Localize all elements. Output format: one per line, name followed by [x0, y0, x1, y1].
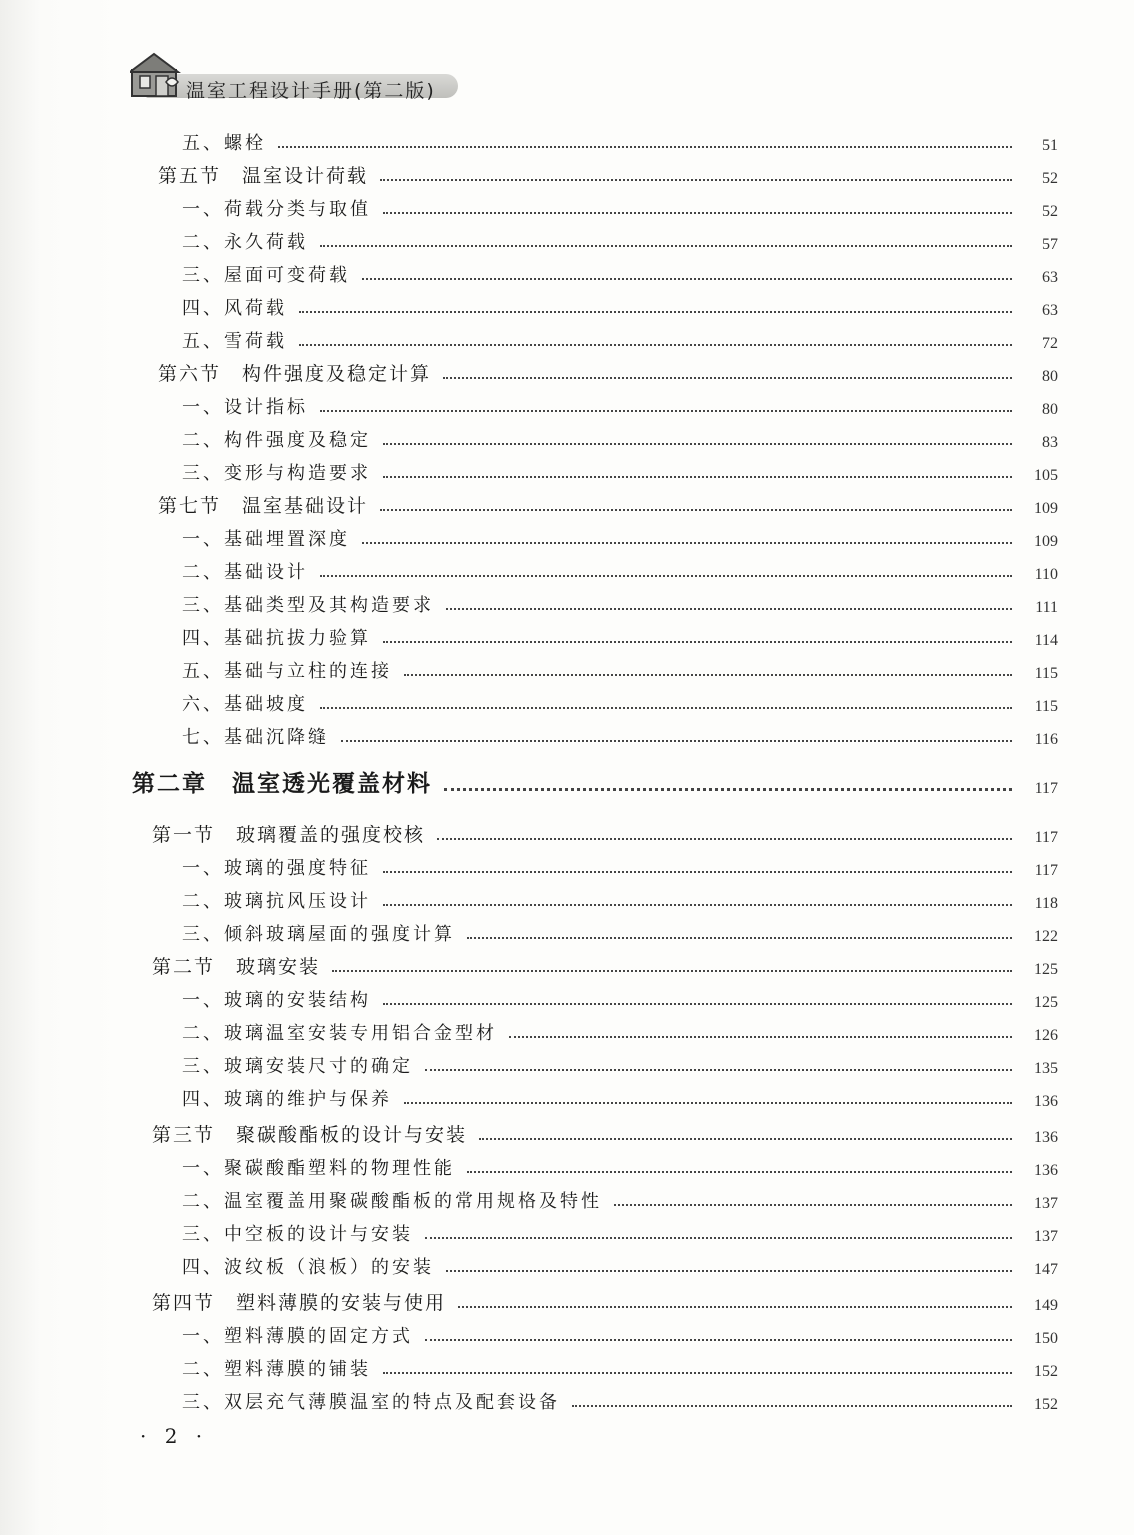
toc-entry	[182, 1351, 1058, 1381]
toc-entry	[152, 1285, 1058, 1315]
dot-leader	[383, 443, 1012, 445]
toc-entry	[182, 1384, 1058, 1414]
dot-leader	[446, 1270, 1012, 1272]
dot-leader	[383, 871, 1012, 873]
toc-entry-title: 第四节 塑料薄膜的安装与使用	[152, 1292, 447, 1314]
toc-entry-page: 51	[1042, 137, 1058, 154]
dot-leader	[383, 476, 1012, 478]
toc-entry-page: 117	[1034, 780, 1058, 797]
dot-leader	[332, 970, 1012, 972]
dot-leader	[425, 1069, 1012, 1071]
toc-entry-page: 136	[1034, 1162, 1058, 1179]
dot-leader	[380, 179, 1012, 181]
toc-entry	[182, 1216, 1058, 1246]
book-title: 温室工程设计手册(第二版)	[186, 80, 436, 102]
toc-entry-page: 63	[1042, 269, 1058, 286]
toc-entry-title: 第五节 温室设计荷载	[158, 165, 369, 187]
toc-entry	[152, 949, 1058, 979]
toc-entry	[182, 191, 1058, 221]
dot-leader	[437, 838, 1012, 840]
toc-entry	[158, 488, 1058, 518]
dot-leader	[383, 1372, 1012, 1374]
toc-entry-page: 150	[1034, 1330, 1058, 1347]
toc-entry-title: 第七节 温室基础设计	[158, 495, 369, 517]
toc-entry	[158, 158, 1058, 188]
toc-entry-page: 152	[1034, 1363, 1058, 1380]
toc-entry-page: 137	[1034, 1228, 1058, 1245]
toc-entry-title: 第二节 玻璃安装	[152, 956, 321, 978]
toc-entry-page: 52	[1042, 203, 1058, 220]
toc-entry-page: 109	[1034, 533, 1058, 550]
toc-entry	[182, 455, 1058, 485]
toc-entry	[182, 620, 1058, 650]
page-number: · 2 ·	[140, 1424, 209, 1448]
toc-entry-page: 115	[1034, 698, 1058, 715]
toc-entry-title: 第三节 聚碳酸酯板的设计与安装	[152, 1124, 468, 1146]
toc-entry-title: 二、温室覆盖用聚碳酸酯板的常用规格及特性	[182, 1191, 602, 1212]
toc-entry	[182, 521, 1058, 551]
toc-entry-page: 116	[1034, 731, 1058, 748]
toc-entry-page: 126	[1034, 1027, 1058, 1044]
toc-entry-title: 七、基础沉降缝	[182, 727, 329, 748]
toc-entry-page: 118	[1034, 895, 1058, 912]
toc-entry-title: 二、构件强度及稳定	[182, 430, 371, 451]
toc-entry-page: 114	[1034, 632, 1058, 649]
toc-entry	[182, 389, 1058, 419]
toc-entry-page: 136	[1034, 1093, 1058, 1110]
toc-entry-page: 122	[1034, 928, 1058, 945]
toc-entry-page: 80	[1042, 401, 1058, 418]
toc-entry	[182, 916, 1058, 946]
toc-entry	[182, 587, 1058, 617]
dot-leader	[320, 245, 1012, 247]
toc-entry-page: 63	[1042, 302, 1058, 319]
dot-leader	[380, 509, 1012, 511]
toc-entry-title: 三、双层充气薄膜温室的特点及配套设备	[182, 1392, 560, 1413]
dot-leader	[299, 344, 1012, 346]
toc-entry-title: 三、变形与构造要求	[182, 463, 371, 484]
dot-leader	[383, 1003, 1012, 1005]
dot-leader	[425, 1237, 1012, 1239]
toc-entry-title: 一、基础埋置深度	[182, 529, 350, 550]
toc-entry-page: 111	[1035, 599, 1058, 616]
toc-entry-title: 三、屋面可变荷载	[182, 265, 350, 286]
dot-leader	[362, 542, 1012, 544]
toc-entry-page: 147	[1034, 1261, 1058, 1278]
toc-entry-page: 152	[1034, 1396, 1058, 1413]
toc-entry-title: 五、螺栓	[182, 133, 266, 154]
toc-entry-title: 第二章 温室透光覆盖材料	[132, 771, 432, 797]
toc-entry	[152, 1117, 1058, 1147]
toc-entry-page: 115	[1034, 665, 1058, 682]
dot-leader	[467, 1171, 1012, 1173]
toc-entry-title: 四、波纹板（浪板）的安装	[182, 1257, 434, 1278]
toc-entry-title: 五、雪荷载	[182, 331, 287, 352]
toc-entry-title: 第六节 构件强度及稳定计算	[158, 363, 432, 385]
dot-leader	[458, 1306, 1012, 1308]
toc-entry-title: 三、中空板的设计与安装	[182, 1224, 413, 1245]
toc-entry	[152, 817, 1058, 847]
toc-entry	[182, 125, 1058, 155]
dot-leader	[341, 740, 1012, 742]
dot-leader	[467, 937, 1012, 939]
dot-leader	[383, 641, 1012, 643]
dot-leader	[383, 904, 1012, 906]
toc-entry-page: 117	[1034, 862, 1058, 879]
toc-entry-title: 二、玻璃温室安装专用铝合金型材	[182, 1023, 497, 1044]
toc-entry-title: 五、基础与立柱的连接	[182, 661, 392, 682]
dot-leader	[404, 1102, 1012, 1104]
toc-entry-page: 57	[1042, 236, 1058, 253]
toc-entry	[182, 1183, 1058, 1213]
toc-entry	[182, 1081, 1058, 1111]
dot-leader	[362, 278, 1012, 280]
toc-entry	[158, 356, 1058, 386]
toc-entry	[182, 1015, 1058, 1045]
toc-entry-title: 四、基础抗拔力验算	[182, 628, 371, 649]
toc-entry-title: 一、玻璃的安装结构	[182, 990, 371, 1011]
toc-entry-title: 二、塑料薄膜的铺装	[182, 1359, 371, 1380]
dot-leader	[404, 674, 1012, 676]
toc-entry	[182, 1150, 1058, 1180]
toc-entry-page: 83	[1042, 434, 1058, 451]
toc-entry-title: 三、基础类型及其构造要求	[182, 595, 434, 616]
toc-entry	[182, 883, 1058, 913]
toc-entry-page: 125	[1034, 961, 1058, 978]
dot-leader	[320, 575, 1012, 577]
toc-entry-title: 一、塑料薄膜的固定方式	[182, 1326, 413, 1347]
toc-entry	[182, 290, 1058, 320]
dot-leader	[320, 707, 1012, 709]
toc-entry	[182, 686, 1058, 716]
toc-entry-title: 第一节 玻璃覆盖的强度校核	[152, 824, 426, 846]
toc-entry	[182, 257, 1058, 287]
toc-entry-title: 四、风荷载	[182, 298, 287, 319]
toc-entry-page: 80	[1042, 368, 1058, 385]
toc-entry	[182, 1249, 1058, 1279]
dot-leader	[444, 788, 1012, 791]
toc-entry-page: 105	[1034, 467, 1058, 484]
toc-entry	[132, 768, 1058, 798]
toc-entry-page: 72	[1042, 335, 1058, 352]
dot-leader	[479, 1138, 1012, 1140]
toc-entry-title: 一、玻璃的强度特征	[182, 858, 371, 879]
toc-entry	[182, 1048, 1058, 1078]
toc-entry	[182, 653, 1058, 683]
toc-entry-page: 135	[1034, 1060, 1058, 1077]
toc-entry-title: 二、永久荷载	[182, 232, 308, 253]
dot-leader	[443, 377, 1012, 379]
toc-entry-page: 125	[1034, 994, 1058, 1011]
toc-entry	[182, 554, 1058, 584]
toc-entry-page: 52	[1042, 170, 1058, 187]
toc-entry-page: 136	[1034, 1129, 1058, 1146]
dot-leader	[572, 1405, 1012, 1407]
toc-entry	[182, 719, 1058, 749]
toc-entry-title: 一、聚碳酸酯塑料的物理性能	[182, 1158, 455, 1179]
toc-entry	[182, 422, 1058, 452]
dot-leader	[425, 1339, 1012, 1341]
toc-entry-page: 149	[1034, 1297, 1058, 1314]
toc-entry-page: 137	[1034, 1195, 1058, 1212]
toc-entry	[182, 850, 1058, 880]
dot-leader	[509, 1036, 1012, 1038]
toc-entry	[182, 224, 1058, 254]
dot-leader	[383, 212, 1012, 214]
dot-leader	[320, 410, 1012, 412]
toc-entry	[182, 982, 1058, 1012]
dot-leader	[278, 146, 1012, 148]
toc-entry	[182, 323, 1058, 353]
dot-leader	[614, 1204, 1012, 1206]
toc-entry-title: 三、倾斜玻璃屋面的强度计算	[182, 924, 455, 945]
dot-leader	[446, 608, 1012, 610]
toc-entry-title: 二、基础设计	[182, 562, 308, 583]
toc-entry-title: 四、玻璃的维护与保养	[182, 1089, 392, 1110]
toc-entry-title: 一、荷载分类与取值	[182, 199, 371, 220]
toc-entry-title: 一、设计指标	[182, 397, 308, 418]
toc-entry-title: 二、玻璃抗风压设计	[182, 891, 371, 912]
dot-leader	[299, 311, 1012, 313]
toc-entry-page: 110	[1034, 566, 1058, 583]
toc-entry-title: 三、玻璃安装尺寸的确定	[182, 1056, 413, 1077]
toc-entry-page: 117	[1034, 829, 1058, 846]
toc-entry-page: 109	[1034, 500, 1058, 517]
toc-entry-title: 六、基础坡度	[182, 694, 308, 715]
toc-entry	[182, 1318, 1058, 1348]
